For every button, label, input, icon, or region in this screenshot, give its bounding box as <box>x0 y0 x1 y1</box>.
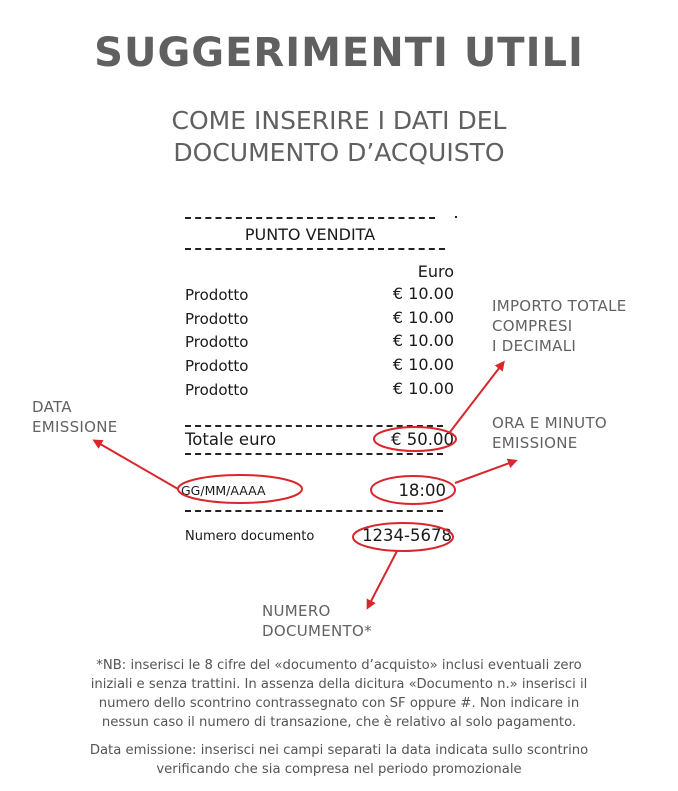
item-price: € 10.00 <box>392 308 454 327</box>
currency-header: Euro <box>417 262 454 281</box>
note-line: nessun caso il numero di transazione, che è relativo al solo pagamento. <box>101 715 577 730</box>
doc-arrow <box>368 551 397 607</box>
date-note <box>20 741 658 779</box>
note-line: numero dello scontrino contrassegnato con SF oppure #. Non indicare in <box>98 696 580 711</box>
date-highlight <box>178 475 302 503</box>
note-line: iniziali e senza trattini. In assenza della dicitura «Documento n.» inserisci il <box>90 677 588 692</box>
annotation-line: NUMERO <box>262 602 331 620</box>
annotation-line: EMISSIONE <box>32 418 118 436</box>
annotation-line: DOCUMENTO* <box>262 622 372 640</box>
item-name: Prodotto <box>185 333 249 351</box>
item-price: € 10.00 <box>392 331 454 350</box>
item-name: Prodotto <box>185 286 249 304</box>
doc-value: 1234-5678 <box>362 526 452 545</box>
note-line: *NB: inserisci le 8 cifre del «documento d’acquisto» inclusi eventuali zero <box>96 658 582 673</box>
note-line: verificando che sia compresa nel periodo promozionale <box>156 762 522 777</box>
annotation-line: DATA <box>32 398 72 416</box>
time-highlight <box>371 476 455 504</box>
note-line: Data emissione: inserisci nei campi separati la data indicata sullo scontrino <box>89 743 589 758</box>
item-price: € 10.00 <box>392 284 454 303</box>
doc-label: Numero documento <box>185 529 315 544</box>
item-name: Prodotto <box>185 310 249 328</box>
date-value: GG/MM/AAAA <box>181 483 266 498</box>
date-arrow <box>95 441 178 489</box>
item-price: € 10.00 <box>392 355 454 374</box>
total-arrow <box>450 363 503 432</box>
subtitle-line-2: DOCUMENTO D’ACQUISTO <box>173 138 505 167</box>
item-price: € 10.00 <box>392 379 454 398</box>
page-title: SUGGERIMENTI UTILI <box>94 30 584 76</box>
time-arrow <box>455 461 515 483</box>
annotation-line: EMISSIONE <box>492 434 578 452</box>
total-value: € 50.00 <box>391 430 454 449</box>
annotation-line: I DECIMALI <box>492 337 577 355</box>
item-name: Prodotto <box>185 357 249 375</box>
nb-note <box>20 656 658 732</box>
store-label: PUNTO VENDITA <box>244 225 376 244</box>
annotation-line: ORA E MINUTO <box>492 414 608 432</box>
annotation-line: COMPRESI <box>492 317 573 335</box>
subtitle-line-1: COME INSERIRE I DATI DEL <box>171 106 507 135</box>
time-value: 18:00 <box>398 481 446 500</box>
annotation-line: IMPORTO TOTALE <box>492 297 627 315</box>
total-highlight <box>374 427 456 451</box>
item-name: Prodotto <box>185 381 249 399</box>
doc-highlight <box>353 523 453 551</box>
total-label: Totale euro <box>185 430 277 449</box>
